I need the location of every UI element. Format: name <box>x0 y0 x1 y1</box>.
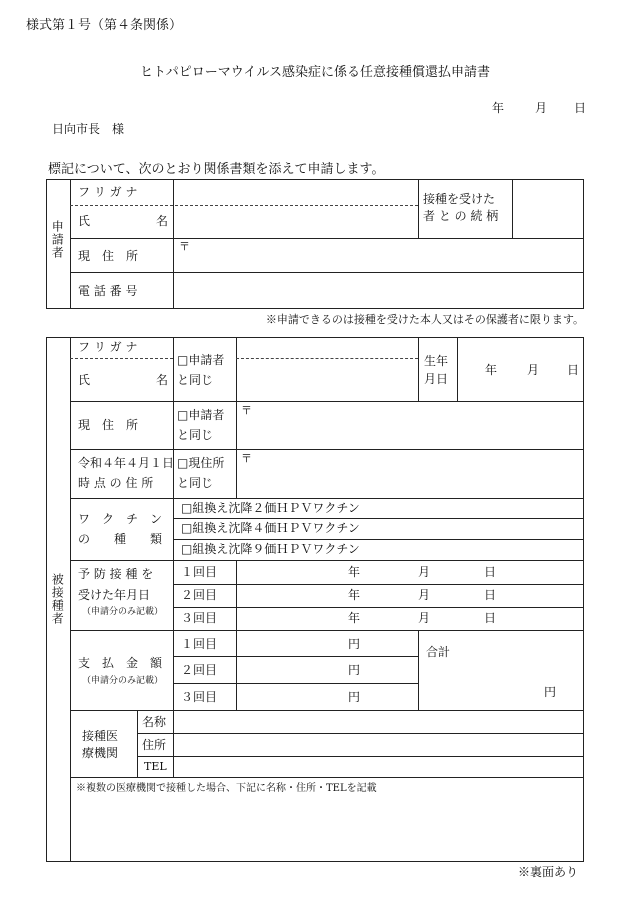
dose-3-year: 年 <box>348 611 361 625</box>
recipient-name-label-2: 名 <box>156 373 169 387</box>
payment-dose-1-label: １回目 <box>181 637 218 651</box>
applicant-postal-mark: 〒 <box>179 240 190 253</box>
payment-1-yen: 円 <box>348 637 361 651</box>
applicant-address-label: 現 住 所 <box>78 249 139 263</box>
birth-year-label: 年 <box>485 363 498 377</box>
recipient-same-label: と同じ <box>177 373 214 387</box>
applicant-furigana-field[interactable] <box>176 182 416 203</box>
birth-month-label: 月 <box>527 363 540 377</box>
applicant-section-label: 申請者 <box>50 220 65 259</box>
birth-label-2: 月日 <box>424 372 449 386</box>
payment-dose-2-label: ２回目 <box>181 663 218 677</box>
applicant-furigana-label: フ リ ガ ナ <box>78 185 138 199</box>
payment-note: （申請分のみ記載） <box>82 676 164 686</box>
dose-3-date-field[interactable] <box>238 609 582 628</box>
clinic-address-field[interactable] <box>175 735 582 754</box>
multi-clinic-note: ※複数の医療機関で接種した場合、下記に名称・住所・TELを記載 <box>76 783 377 794</box>
r4-same-label: と同じ <box>177 476 214 490</box>
payment-label: 支 払 金 額 <box>78 656 163 670</box>
vaccine-option-9valent[interactable]: □組換え沈降９価ＨＰＶワクチン <box>181 542 360 556</box>
applicant-name-label-1: 氏 <box>78 214 91 228</box>
clinic-name-label: 名称 <box>142 715 167 729</box>
vaccine-option-4valent[interactable]: □組換え沈降４価ＨＰＶワクチン <box>181 521 360 535</box>
r4-same-checkbox[interactable]: □現住所 <box>177 456 225 470</box>
dose-1-date-field[interactable] <box>238 562 582 582</box>
form-title: ヒトパピローマウイルス感染症に係る任意接種償還払申請書 <box>140 65 490 80</box>
recipient-address-field[interactable] <box>238 403 582 447</box>
birth-day-label: 日 <box>567 363 580 377</box>
applicant-phone-field[interactable] <box>176 274 582 306</box>
clinic-name-field[interactable] <box>175 712 582 731</box>
dose-date-label-1: 予 防 接 種 を <box>78 567 154 581</box>
recipient-address-label: 現 住 所 <box>78 418 139 432</box>
applicant-name-field[interactable] <box>176 208 416 236</box>
dose-1-month: 月 <box>418 565 431 579</box>
dose-3-day: 日 <box>484 611 497 625</box>
dose-date-label-2: 受けた年月日 <box>78 588 151 602</box>
clinic-address-label: 住所 <box>142 738 167 752</box>
applicant-phone-label: 電 話 番 号 <box>78 284 138 298</box>
payment-2-yen: 円 <box>348 663 361 677</box>
applicant-address-field[interactable] <box>176 240 582 270</box>
date-day-label: 日 <box>574 101 587 115</box>
dose-1-year: 年 <box>348 565 361 579</box>
r4-address-label-1: 令和４年４月１日 <box>78 456 175 470</box>
recipient-postal-mark: 〒 <box>241 404 252 417</box>
r4-address-field[interactable] <box>238 451 582 496</box>
dose-2-date-field[interactable] <box>238 586 582 605</box>
address-same-label: と同じ <box>177 428 214 442</box>
date-year-label: 年 <box>492 101 505 115</box>
recipient-furigana-label: フ リ ガ ナ <box>78 340 138 354</box>
relation-label-2: 者 と の 続 柄 <box>423 209 499 223</box>
reverse-side-note: ※裏面あり <box>517 865 578 879</box>
payment-2-field[interactable] <box>238 658 343 681</box>
recipient-section-label: 被接種者 <box>50 573 65 625</box>
addressee: 日向市長 様 <box>52 122 125 136</box>
applicant-note: ※申請できるのは接種を受けた本人又はその保護者に限ります。 <box>265 313 584 326</box>
recipient-furigana-field[interactable] <box>238 339 416 356</box>
payment-total-label: 合計 <box>426 645 451 659</box>
dose-2-year: 年 <box>348 588 361 602</box>
payment-3-field[interactable] <box>238 685 343 708</box>
applicant-name-label-2: 名 <box>156 214 169 228</box>
dose-2-month: 月 <box>418 588 431 602</box>
payment-3-yen: 円 <box>348 690 361 704</box>
recipient-name-label-1: 氏 <box>78 373 91 387</box>
relation-field[interactable] <box>514 182 582 236</box>
dose-1-day: 日 <box>484 565 497 579</box>
clinic-label-1: 接種医 <box>82 729 119 743</box>
date-month-label: 月 <box>535 101 548 115</box>
clinic-tel-label: TEL <box>144 760 167 773</box>
multi-clinic-field[interactable] <box>72 798 582 860</box>
dose-3-month: 月 <box>418 611 431 625</box>
dose-2-day: 日 <box>484 588 497 602</box>
dose-2-label: ２回目 <box>181 588 218 602</box>
payment-total-yen: 円 <box>544 685 557 699</box>
vaccine-label-1: ワ ク チ ン <box>78 512 163 526</box>
dose-date-note: （申請分のみ記載） <box>82 607 164 617</box>
birth-label-1: 生年 <box>424 354 449 368</box>
vaccine-option-2valent[interactable]: □組換え沈降２価ＨＰＶワクチン <box>181 501 360 515</box>
payment-dose-3-label: ３回目 <box>181 690 218 704</box>
relation-label-1: 接種を受けた <box>423 192 496 206</box>
r4-address-label-2: 時 点 の 住 所 <box>78 476 154 490</box>
dose-3-label: ３回目 <box>181 611 218 625</box>
recipient-name-field[interactable] <box>238 360 416 399</box>
clinic-label-2: 療機関 <box>82 746 119 760</box>
address-same-checkbox[interactable]: □申請者 <box>177 408 225 422</box>
intro-text: 標記について、次のとおり関係書類を添えて申請します。 <box>48 162 385 177</box>
form-number: 様式第１号（第４条関係） <box>26 18 183 33</box>
payment-1-field[interactable] <box>238 632 343 654</box>
vaccine-label-2: の 種 類 <box>78 532 163 546</box>
r4-postal-mark: 〒 <box>241 452 252 465</box>
recipient-same-checkbox[interactable]: □申請者 <box>177 353 225 367</box>
payment-total-field[interactable] <box>420 664 540 706</box>
dose-1-label: １回目 <box>181 565 218 579</box>
clinic-tel-field[interactable] <box>175 758 582 775</box>
